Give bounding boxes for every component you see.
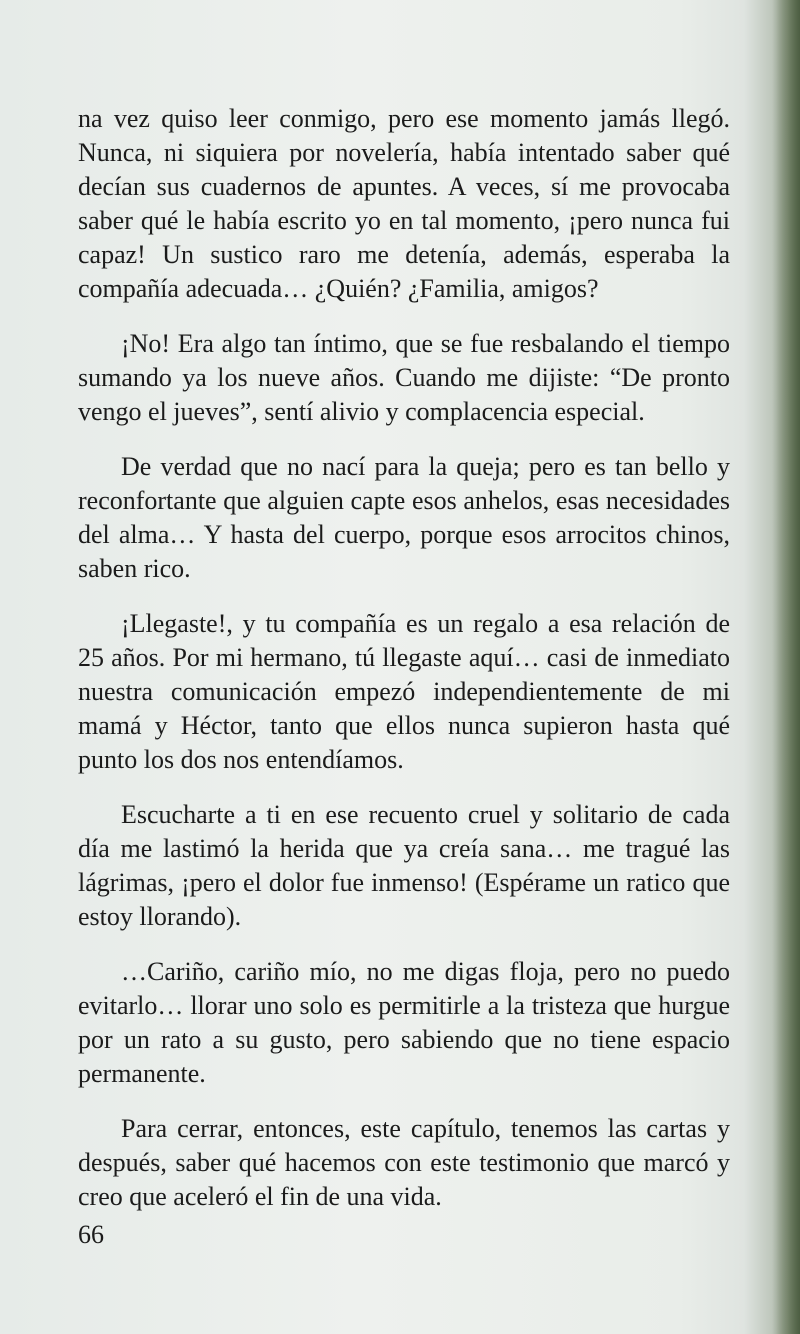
paragraph-1: na vez quiso leer conmigo, pero ese momento jamás llegó. Nunca, ni siquiera por novelería, había intentado saber qué decían sus cuadernos de apuntes. A veces, sí me provocaba saber qué le había escrito yo en tal momento, ¡pero nunca fui capaz! Un sustico raro me detenía, además, esperaba la compañía adecuada… ¿Quién? ¿Familia, amigos? xyxy=(78,104,730,303)
paragraph-5: Escucharte a ti en ese recuento cruel y solitario de cada día me lastimó la herida que ya creía sana… me tragué las lágrimas, ¡pero el dolor fue inmenso! (Espérame un ratico que estoy llorando). xyxy=(78,800,730,931)
paragraph-2: ¡No! Era algo tan íntimo, que se fue resbalando el tiempo sumando ya los nueve años. Cuando me dijiste: “De pronto vengo el jueves”, sentí alivio y complacencia especial. xyxy=(78,329,730,426)
book-spine-shadow xyxy=(772,0,800,1334)
paragraph-6: …Cariño, cariño mío, no me digas floja, pero no puedo evitarlo… llorar uno solo es permitirle a la tristeza que hurgue por un rato a su gusto, pero sabiendo que no tiene espacio permanente. xyxy=(78,957,730,1088)
paragraph-7: Para cerrar, entonces, este capítulo, tenemos las cartas y después, saber qué hacemos con este testimonio que marcó y creo que aceleró el fin de una vida. xyxy=(78,1114,730,1211)
book-page-text xyxy=(78,102,730,1214)
page-number: 66 xyxy=(78,1220,104,1249)
paragraph-3: De verdad que no nací para la queja; pero es tan bello y reconfortante que alguien capte esos anhelos, esas necesidades del alma… Y hasta del cuerpo, porque esos arrocitos chinos, saben rico. xyxy=(78,452,730,583)
paragraph-4: ¡Llegaste!, y tu compañía es un regalo a esa relación de 25 años. Por mi hermano, tú llegaste aquí… casi de inmediato nuestra comunicación empezó independientemente de mi mamá y Héctor, tanto que ellos nunca supieron hasta qué punto los dos nos entendíamos. xyxy=(78,609,730,774)
